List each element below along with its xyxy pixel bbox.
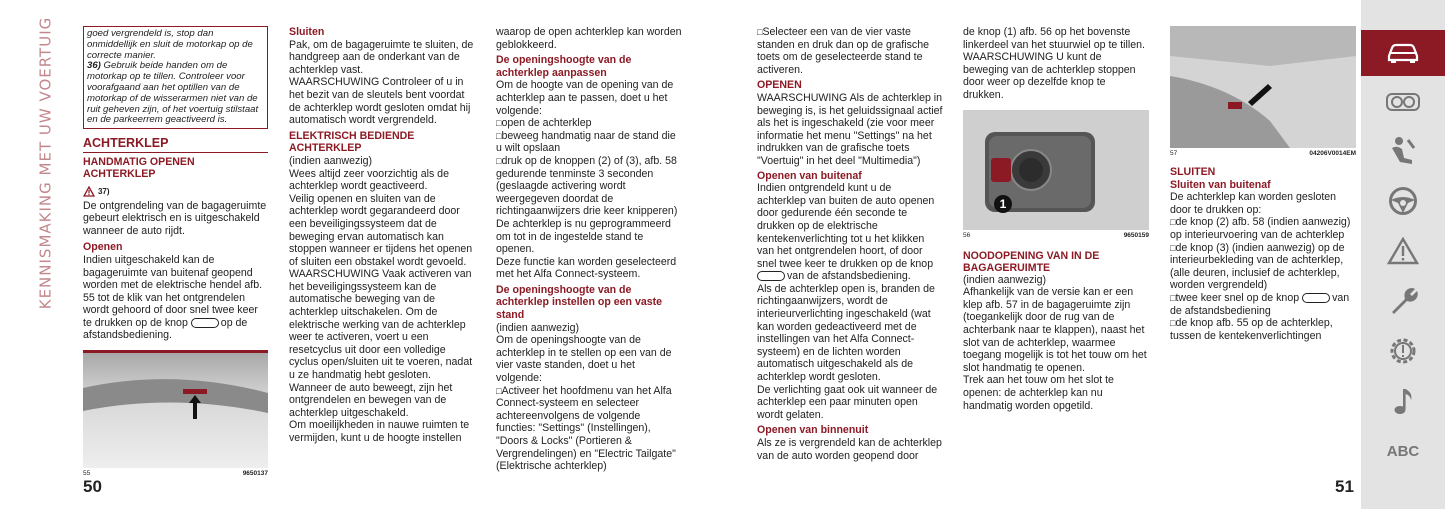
figure-56-photo [963,110,1149,230]
figure-caption: 56 9650159 [963,231,1149,239]
openen-section-heading: OPENEN [757,79,802,92]
column-3 [496,26,682,473]
openen-heading: Openen [83,241,123,254]
list-item: □ de knop afb. 55 op de achterklep, tussen de kentekenverlichtingen [1170,317,1356,342]
openen-text: Indien uitgeschakeld kan de bagageruimte van buitenaf geopend worden met de elektrische hendel afb. 55 tot de klik van het ontgrendelen wordt gehoord of door snel twee keer te drukken op de knop op de afstandsbediening. [83,253,263,342]
steering-wheel-icon [1388,186,1418,216]
page-number-right: 51 [1335,477,1354,496]
close-outside-heading: Sluiten van buitenaf [1170,178,1271,191]
subsection-title: HANDMATIG OPENEN ACHTERKLEP [83,155,195,181]
sluiten-text: Pak, om de bagageruimte te sluiten, de handgreep aan de onderkant van de achterklep vast. [289,38,474,76]
note-text: (indien aanwezig) [289,154,373,167]
sidebar-item-driving[interactable] [1361,178,1445,224]
wrench-icon [1388,286,1418,316]
figure-caption: 57 04206V0014EM [1170,150,1356,157]
intro-text: De ontgrendeling van de bagageruimte gebeurt elektrisch en is uitgeschakeld wanneer de auto rijdt. [83,199,267,237]
warning-triangle-icon [1387,237,1419,265]
specs-gear-icon [1387,335,1419,367]
key-fob-icon [757,271,785,281]
section-title: ACHTERKLEP [83,137,268,153]
note-text: (indien aanwezig) [496,321,580,334]
paragraph: Afhankelijk van de versie kan er een klep afb. 57 in de bagageruimte zijn (toegankelijk door de rug van de achterbank naar te klappen), naast het slot van de achterklep, waarmee toegang mogelijk is tot het touw om het slot handmatig te openen. [963,286,1147,374]
list-item: □ open de achterklep [496,117,682,130]
car-icon [1386,42,1420,64]
warning-box: goed vergrendeld is, stop dan onmiddellijk en sluit de motorkap op de correcte manier. 36) Gebruik beide handen om de motorkap op te tillen. Controleer voor voorafgaand aan het optillen van de motorkap of de wisserarmen niet van de ruit geheven zijn, of het voertuig stilstaat en de parkeerrem geactiveerd is. [83,26,268,129]
paragraph: Als ze is vergrendeld kan de achterklep van de auto worden geopend door [757,437,942,462]
list-item: □ de knop (2) afb. 58 (indien aanwezig) op interieurvoering van de achterklep [1170,216,1356,241]
sluiten-section-heading: SLUITEN [1170,166,1216,178]
sidebar-item-specs[interactable] [1361,328,1445,374]
list-item: □ Selecteer een van de vier vaste standen en druk dan op de grafische toets om de geselecteerde stand te activeren. [757,26,943,76]
column-1 [83,26,268,478]
figure-55-photo [83,350,268,468]
sluiten-heading: Sluiten [289,26,325,38]
dashboard-icon [1386,92,1420,112]
sidebar-item-multimedia[interactable] [1361,378,1445,424]
key-fob-icon [1302,293,1330,303]
column-4 [757,26,943,462]
paragraph: Wanneer de auto beweegt, zijn het ontgrendelen en bewegen van de achterklep uitgeschakeld. [289,381,453,419]
music-note-icon [1391,386,1415,416]
open-outside-heading: Openen van buitenaf [757,169,862,182]
key-fob-icon [191,318,219,328]
sidebar-item-car[interactable] [1361,30,1445,76]
paragraph: Veilig openen en sluiten van de achterklep wordt gegarandeerd door een beveiligingssysteem dat de beweging ervan automatisch kan stoppen wanneer er tijdens het openen of sluiten een obstakel wordt gevoeld. [289,192,473,268]
figure-57-photo [1170,26,1356,148]
paragraph: Indien ontgrendeld kunt u de achterklep van buiten de auto openen door gedurende één seconde te drukken op de elektrische kentekenverlichting tot u het klikken van het ontgrendelen hoort, of door snel twee keer te drukken op de knop van de afstandsbediening. [757,182,935,283]
sidebar-item-safety[interactable] [1361,128,1445,174]
list-item: □ twee keer snel op de knop van de afstandsbediening [1170,292,1356,317]
paragraph: De verlichting gaat ook uit wanneer de achterklep een paar minuten open wordt gelaten. [757,383,938,421]
electric-tailgate-heading: ELEKTRISCH BEDIENDE ACHTERKLEP [289,129,415,155]
warning-ref: 37) [83,185,268,199]
column-5 [963,26,1149,412]
warning-text: WAARSCHUWING Controleer of u in het bezit van de sleutels bent voordat de achterklep wordt gesloten omdat hij automatisch wordt vergrendeld. [289,76,471,127]
emergency-opening-heading: NOODOPENING VAN IN DE BAGAGERUIMTE [963,249,1100,274]
paragraph: De achterklep kan worden gesloten door te drukken op: [1170,191,1337,216]
paragraph: Wees altijd zeer voorzichtig als de achterklep wordt geactiveerd. [289,167,449,193]
sidebar-item-dashboard[interactable] [1361,80,1445,124]
warning-text: WAARSCHUWING U kunt de beweging van de achterklep stoppen door weer op dezelfde knop te drukken. [963,51,1136,101]
list-item: □ druk op de knoppen (2) of (3), afb. 58 gedurende tenminste 3 seconden (geslaagde activering wordt weergegeven doordat de richtingaanwijzers drie keer knipperen) [496,155,682,218]
paragraph: De achterklep is nu geprogrammeerd om tot in de ingestelde stand te openen. [496,217,671,256]
list-item: □ de knop (3) (indien aanwezig) op de interieurbekleding van de achterklep, (alle deuren, inclusief de achterklep, worden vergrendeld) [1170,242,1356,292]
column-2 [289,26,475,445]
warning-text: WAARSCHUWING Als de achterklep in beweging is, is het geluidssignaal actief als het is ingeschakeld (zie voor meer informatie het menu "Settings" na het indrukken van de grafische toets "Voertuig" in het deel "Multimedia") [757,91,943,167]
paragraph: WAARSCHUWING Vaak activeren van het beveiligingssysteem kan de automatische beweging van de achterklep uitschakelen. Om de elektrische werking van de achterklep weer te activeren, voert u een resetcyclus uit door een volledige cyclus open/sluiten uit te voeren, nadat u ze handmatig hebt gesloten. [289,268,473,382]
list-item: □ beweeg handmatig naar de stand die u wilt opslaan [496,130,682,155]
paragraph: Om de openingshoogte van de achterklep in te stellen op een van de vier vaste standen, doet u het volgende: [496,334,672,385]
paragraph: Om de hoogte van de opening van de achterklep aan te passen, doet u het volgende: [496,79,674,117]
warning-triangle-icon [83,186,95,197]
sidebar-item-index[interactable]: ABC [1386,442,1420,460]
callout-1: 1 [999,196,1007,211]
paragraph: waarop de open achterklep kan worden geblokkeerd. [496,26,682,51]
paragraph: Trek aan het touw om het slot te openen: de achterklep kan nu handmatig worden opgetild. [963,374,1114,412]
paragraph: Deze functie kan worden geselecteerd met het Alfa Connect-systeem. [496,255,677,281]
paragraph: Als de achterklep open is, branden de richtingaanwijzers, wordt de interieurverlichting ingeschakeld (wat kan worden gedeactiveerd met de instellingen van het Alfa Connect-systeem) en de lichten worden automatisch uitgeschakeld als de achterklep wordt gesloten. [757,282,935,384]
paragraph: Om moeilijkheden in nauwe ruimten te vermijden, kunt u de hoogte instellen [289,419,470,444]
open-inside-heading: Openen van binnenuit [757,424,869,437]
passenger-safety-icon [1388,136,1418,166]
figure-caption: 55 9650137 [83,470,268,478]
page-number-left: 50 [83,477,102,496]
paragraph: de knop (1) afb. 56 op het bovenste linkerdeel van het stuurwiel op te tillen. [963,26,1145,51]
sidebar-item-maintenance[interactable] [1361,278,1445,324]
sidebar-item-warnings[interactable] [1361,228,1445,274]
fixed-position-heading: De openingshoogte van de achterklep instellen op een vaste stand [496,283,663,322]
column-6 [1170,26,1356,342]
vertical-chapter-title: KENNISMAKING MET UW VOERTUIG [36,16,55,310]
chapter-sidebar [1361,0,1445,509]
opening-height-heading: De openingshoogte van de achterklep aanpassen [496,54,632,79]
note-text: (indien aanwezig) [963,273,1047,286]
list-item: □ Activeer het hoofdmenu van het Alfa Connect-systeem en selecteer achtereenvolgens de volgende functies: "Settings" (Instellingen), "Doors & Locks" (Portieren & Vergrendelingen) en "Electric Tailgate" (Elektrische achterklep) [496,385,682,473]
